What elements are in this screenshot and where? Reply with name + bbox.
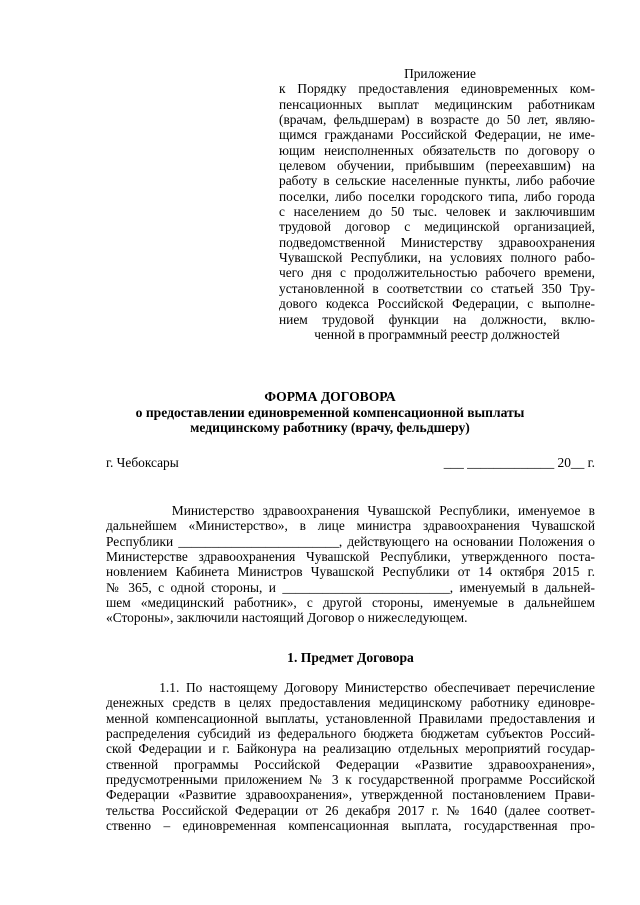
- appendix-line: щимся гражданами Российской Федерации, не име-: [279, 127, 595, 143]
- appendix-body: [279, 81, 595, 327]
- form-subtitle-line: медицинскому работнику (врачу, фельдшеру): [190, 420, 470, 436]
- paragraph-line: менной компенсационной выплаты, установленной Правилами предоставления и: [106, 710, 595, 726]
- paragraph-line: дальнейшем «Министерство», в лице министра здравоохранения Чувашской: [106, 518, 595, 534]
- paragraph-line: Республики ________________________, действующего на основании Положения о: [106, 533, 595, 549]
- appendix-line: работу в сельские населенные пункты, либо рабочие: [279, 173, 595, 189]
- section-heading: 1. Предмет Договора: [287, 650, 414, 665]
- form-title-line: ФОРМА ДОГОВОРА: [264, 389, 396, 404]
- paragraph-line: Министерстве здравоохранения Чувашской Республики, утвержденного поста-: [106, 549, 595, 565]
- appendix-line: ющим неисполненных обязательств по договору о: [279, 142, 595, 158]
- paragraph-line: распределения субсидий из федерального бюджета бюджетам субъектов Россий-: [106, 726, 595, 742]
- paragraph-line: ской Федерации и г. Байконура на реализацию отдельных мероприятий государ-: [106, 741, 595, 757]
- appendix-line: поселки, либо поселки городского типа, либо города: [279, 188, 595, 204]
- appendix-last-line: ченной в программный реестр должностей: [314, 326, 560, 342]
- appendix-line: нием трудовой функции на должности, вклю-: [279, 311, 595, 327]
- appendix-line: пенсационных выплат медицинским работникам: [279, 96, 595, 112]
- paragraph-line: Федерации «Развитие здравоохранения», утвержденной постановлением Прави-: [106, 787, 595, 803]
- paragraph-line: Министерство здравоохранения Чувашской Республики, именуемое в: [106, 503, 595, 518]
- paragraph-line: «Стороны», заключили настоящий Договор о нижеследующем.: [106, 610, 468, 626]
- paragraph-line: 1.1. По настоящему Договору Министерство обеспечивает перечисление: [106, 680, 595, 695]
- paragraph-line: № 365, с одной стороны, и _________________________, именуемый в дальней-: [106, 579, 595, 595]
- form-subtitle-line: о предоставлении единовременной компенсационной выплаты: [135, 404, 525, 420]
- appendix-line: чего дня с продолжительностью рабочего времени,: [279, 265, 595, 281]
- appendix-line: трудовой договор с медицинской организацией,: [279, 219, 595, 235]
- appendix-title: Приложение: [404, 66, 476, 81]
- paragraph-line: шем «медицинский работник», с другой стороны, именуемые в дальнейшем: [106, 595, 595, 611]
- section-paragraph: [106, 680, 595, 833]
- appendix-line: с населением до 50 тыс. человек и заключившим: [279, 204, 595, 220]
- form-title: [40, 389, 620, 436]
- paragraph-line: предусмотренными приложением № 3 к государственной программе Российской: [106, 772, 595, 788]
- appendix-header: [279, 66, 595, 342]
- appendix-line: к Порядку предоставления единовременных ком-: [279, 81, 595, 97]
- appendix-line: (врачам, фельдшерам) в возрасте до 50 лет, являю-: [279, 112, 595, 128]
- paragraph-line: ственной программы Российской Федерации «Развитие здравоохранения»,: [106, 756, 595, 772]
- appendix-line: дового кодекса Российской Федерации, с выполне-: [279, 296, 595, 312]
- appendix-line: установленной в соответствии со статьей 350 Тру-: [279, 280, 595, 296]
- appendix-line: целевом обучении, прибывшим (переехавшим) на: [279, 158, 595, 174]
- paragraph-line: ственно – единовременная компенсационная выплата, государственная про-: [106, 818, 595, 834]
- city-label: г. Чебоксары: [106, 455, 179, 470]
- paragraph-line: новлением Кабинета Министров Чувашской Республики от 14 октября 2015 г.: [106, 564, 595, 580]
- paragraph-line: денежных средств в целях предоставления медицинскому работнику единовре-: [106, 695, 595, 711]
- intro-paragraph: [106, 503, 595, 626]
- appendix-line: Чувашской Республики, на условиях полного рабо-: [279, 250, 595, 266]
- date-blank: ___ _____________ 20__ г.: [443, 455, 595, 470]
- appendix-line: подведомственной Министерству здравоохранения: [279, 234, 595, 250]
- paragraph-line: тельства Российской Федерации от 26 декабря 2017 г. № 1640 (далее соответ-: [106, 802, 595, 818]
